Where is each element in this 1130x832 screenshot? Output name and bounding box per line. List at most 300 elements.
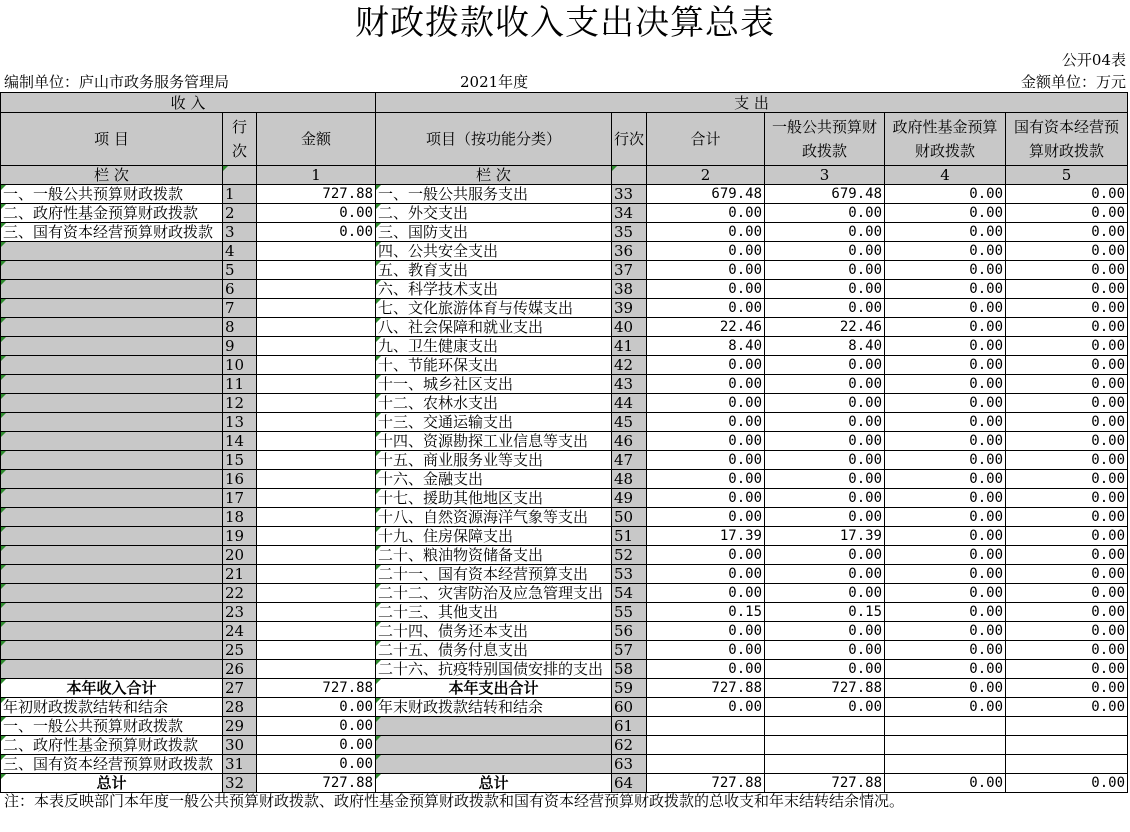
expense-row-no: 35 <box>612 223 647 242</box>
gov-fund-amount: 0.00 <box>885 451 1006 470</box>
table-row <box>1 261 1128 280</box>
state-cap-amount <box>1006 736 1128 755</box>
table-row <box>1 318 1128 337</box>
expense-item: 十五、商业服务业等支出 <box>376 451 612 470</box>
income-item: 本年收入合计 <box>1 679 223 698</box>
expense-total: 0.00 <box>647 584 765 603</box>
income-item: 一、一般公共预算财政拨款 <box>1 717 223 736</box>
expense-row-no: 59 <box>612 679 647 698</box>
expense-total: 0.00 <box>647 299 765 318</box>
gov-fund-amount <box>885 736 1006 755</box>
table-row <box>1 622 1128 641</box>
expense-item: 总计 <box>376 774 612 793</box>
income-amount <box>257 565 376 584</box>
income-amount <box>257 660 376 679</box>
income-row-no: 8 <box>223 318 257 337</box>
gov-fund-amount: 0.00 <box>885 470 1006 489</box>
income-row-no: 29 <box>223 717 257 736</box>
expense-item <box>376 717 612 736</box>
gov-fund-amount: 0.00 <box>885 337 1006 356</box>
gov-fund-amount: 0.00 <box>885 679 1006 698</box>
income-amount <box>257 280 376 299</box>
gov-fund-amount: 0.00 <box>885 584 1006 603</box>
money-unit-label: 金额单位：万元 <box>1020 73 1126 91</box>
gen-budget-amount: 22.46 <box>765 318 885 337</box>
expense-row-no: 38 <box>612 280 647 299</box>
empty-cell <box>223 166 257 185</box>
income-row-no: 26 <box>223 660 257 679</box>
gen-budget-amount: 679.48 <box>765 185 885 204</box>
state-cap-amount: 0.00 <box>1006 527 1128 546</box>
gov-fund-amount: 0.00 <box>885 375 1006 394</box>
gen-budget-amount: 0.00 <box>765 470 885 489</box>
col-num-5: 5 <box>1006 166 1128 185</box>
expense-item: 十四、资源勘探工业信息等支出 <box>376 432 612 451</box>
income-row-no: 2 <box>223 204 257 223</box>
income-row-no: 19 <box>223 527 257 546</box>
gen-budget-amount: 0.00 <box>765 546 885 565</box>
expense-total: 0.00 <box>647 223 765 242</box>
state-cap-amount: 0.00 <box>1006 318 1128 337</box>
expense-total: 0.00 <box>647 356 765 375</box>
expense-item: 四、公共安全支出 <box>376 242 612 261</box>
state-cap-amount: 0.00 <box>1006 774 1128 793</box>
expense-header: 支 出 <box>376 93 1128 113</box>
expense-item: 一、一般公共服务支出 <box>376 185 612 204</box>
gen-budget-amount: 0.00 <box>765 299 885 318</box>
income-amount: 727.88 <box>257 185 376 204</box>
table-row <box>1 736 1128 755</box>
expense-item: 十二、农林水支出 <box>376 394 612 413</box>
income-amount <box>257 508 376 527</box>
expense-total: 0.00 <box>647 546 765 565</box>
state-cap-amount: 0.00 <box>1006 432 1128 451</box>
state-cap-amount: 0.00 <box>1006 698 1128 717</box>
col-label-right: 栏 次 <box>376 166 612 185</box>
expense-total <box>647 717 765 736</box>
income-amount: 0.00 <box>257 223 376 242</box>
income-row-no: 31 <box>223 755 257 774</box>
gen-budget-amount: 0.00 <box>765 261 885 280</box>
expense-row-no: 41 <box>612 337 647 356</box>
income-item <box>1 375 223 394</box>
state-cap-amount: 0.00 <box>1006 394 1128 413</box>
income-item <box>1 641 223 660</box>
state-cap-amount: 0.00 <box>1006 660 1128 679</box>
table-row <box>1 470 1128 489</box>
expense-row-no: 36 <box>612 242 647 261</box>
income-row-no: 14 <box>223 432 257 451</box>
expense-row-no: 58 <box>612 660 647 679</box>
expense-row-no: 52 <box>612 546 647 565</box>
expense-row-no: 53 <box>612 565 647 584</box>
gen-budget-amount: 0.15 <box>765 603 885 622</box>
state-cap-amount: 0.00 <box>1006 679 1128 698</box>
gen-budget-amount: 0.00 <box>765 356 885 375</box>
gov-fund-amount: 0.00 <box>885 622 1006 641</box>
table-row <box>1 489 1128 508</box>
income-row-no: 12 <box>223 394 257 413</box>
income-item: 三、国有资本经营预算财政拨款 <box>1 223 223 242</box>
income-item: 一、一般公共预算财政拨款 <box>1 185 223 204</box>
expense-row-no: 39 <box>612 299 647 318</box>
gen-budget-amount <box>765 736 885 755</box>
income-row-no: 18 <box>223 508 257 527</box>
table-row <box>1 451 1128 470</box>
gen-budget-amount: 0.00 <box>765 451 885 470</box>
gov-fund-amount: 0.00 <box>885 641 1006 660</box>
expense-item: 二十一、国有资本经营预算支出 <box>376 565 612 584</box>
income-row-no: 24 <box>223 622 257 641</box>
income-row-no: 15 <box>223 451 257 470</box>
table-row <box>1 375 1128 394</box>
expense-total: 727.88 <box>647 774 765 793</box>
expense-total: 0.00 <box>647 280 765 299</box>
expense-total: 17.39 <box>647 527 765 546</box>
income-item: 三、国有资本经营预算财政拨款 <box>1 755 223 774</box>
expense-row-no: 42 <box>612 356 647 375</box>
gen-budget-amount: 0.00 <box>765 584 885 603</box>
expense-total: 0.00 <box>647 375 765 394</box>
expense-item: 五、教育支出 <box>376 261 612 280</box>
expense-item: 十九、住房保障支出 <box>376 527 612 546</box>
income-amount <box>257 641 376 660</box>
income-amount <box>257 318 376 337</box>
income-amount <box>257 451 376 470</box>
form-code: 公开04表 <box>1061 51 1126 69</box>
income-header: 收 入 <box>1 93 376 113</box>
col-total: 合计 <box>647 113 765 166</box>
expense-item: 二十六、抗疫特别国债安排的支出 <box>376 660 612 679</box>
col-amount: 金额 <box>257 113 376 166</box>
expense-item: 年末财政拨款结转和结余 <box>376 698 612 717</box>
expense-row-no: 56 <box>612 622 647 641</box>
expense-total: 0.00 <box>647 394 765 413</box>
expense-row-no: 63 <box>612 755 647 774</box>
gen-budget-amount: 8.40 <box>765 337 885 356</box>
state-cap-amount: 0.00 <box>1006 337 1128 356</box>
gen-budget-amount: 0.00 <box>765 242 885 261</box>
gov-fund-amount <box>885 717 1006 736</box>
state-cap-amount: 0.00 <box>1006 413 1128 432</box>
state-cap-amount: 0.00 <box>1006 451 1128 470</box>
gen-budget-amount: 17.39 <box>765 527 885 546</box>
expense-item: 十八、自然资源海洋气象等支出 <box>376 508 612 527</box>
income-amount <box>257 413 376 432</box>
table-row <box>1 584 1128 603</box>
gov-fund-amount: 0.00 <box>885 280 1006 299</box>
income-amount <box>257 470 376 489</box>
expense-total: 0.00 <box>647 489 765 508</box>
expense-row-no: 37 <box>612 261 647 280</box>
income-amount <box>257 527 376 546</box>
state-cap-amount: 0.00 <box>1006 584 1128 603</box>
income-item <box>1 565 223 584</box>
col-label-left: 栏 次 <box>1 166 223 185</box>
expense-item: 三、国防支出 <box>376 223 612 242</box>
income-row-no: 6 <box>223 280 257 299</box>
expense-item: 八、社会保障和就业支出 <box>376 318 612 337</box>
expense-row-no: 61 <box>612 717 647 736</box>
expense-item <box>376 755 612 774</box>
income-amount <box>257 603 376 622</box>
budget-table <box>0 92 1128 793</box>
state-cap-amount: 0.00 <box>1006 622 1128 641</box>
state-cap-amount: 0.00 <box>1006 546 1128 565</box>
income-amount <box>257 242 376 261</box>
state-cap-amount: 0.00 <box>1006 375 1128 394</box>
gov-fund-amount: 0.00 <box>885 698 1006 717</box>
income-row-no: 22 <box>223 584 257 603</box>
expense-item: 二、外交支出 <box>376 204 612 223</box>
table-row <box>1 356 1128 375</box>
gov-fund-amount: 0.00 <box>885 261 1006 280</box>
gov-fund-amount: 0.00 <box>885 223 1006 242</box>
income-item: 年初财政拨款结转和结余 <box>1 698 223 717</box>
income-row-no: 25 <box>223 641 257 660</box>
income-row-no: 3 <box>223 223 257 242</box>
expense-row-no: 47 <box>612 451 647 470</box>
gov-fund-amount: 0.00 <box>885 242 1006 261</box>
gen-budget-amount: 0.00 <box>765 622 885 641</box>
gen-budget-amount <box>765 717 885 736</box>
income-row-no: 13 <box>223 413 257 432</box>
expense-row-no: 44 <box>612 394 647 413</box>
state-cap-amount: 0.00 <box>1006 185 1128 204</box>
col-num-1: 1 <box>257 166 376 185</box>
year-label: 2021年度 <box>460 73 529 91</box>
gen-budget-amount: 727.88 <box>765 774 885 793</box>
income-row-no: 4 <box>223 242 257 261</box>
table-row <box>1 508 1128 527</box>
income-amount <box>257 584 376 603</box>
gov-fund-amount: 0.00 <box>885 565 1006 584</box>
gen-budget-amount: 0.00 <box>765 223 885 242</box>
gen-budget-amount: 0.00 <box>765 489 885 508</box>
expense-total: 0.00 <box>647 470 765 489</box>
state-cap-amount: 0.00 <box>1006 280 1128 299</box>
table-row <box>1 299 1128 318</box>
income-row-no: 7 <box>223 299 257 318</box>
expense-item: 九、卫生健康支出 <box>376 337 612 356</box>
income-row-no: 32 <box>223 774 257 793</box>
state-cap-amount: 0.00 <box>1006 223 1128 242</box>
col-row-no-2: 行次 <box>612 113 647 166</box>
expense-item: 二十、粮油物资储备支出 <box>376 546 612 565</box>
income-row-no: 1 <box>223 185 257 204</box>
income-item <box>1 527 223 546</box>
state-cap-amount: 0.00 <box>1006 508 1128 527</box>
expense-item: 二十二、灾害防治及应急管理支出 <box>376 584 612 603</box>
gov-fund-amount: 0.00 <box>885 356 1006 375</box>
col-num-2: 2 <box>647 166 765 185</box>
income-amount <box>257 394 376 413</box>
income-amount: 0.00 <box>257 736 376 755</box>
expense-item: 本年支出合计 <box>376 679 612 698</box>
gen-budget-amount: 0.00 <box>765 394 885 413</box>
income-item <box>1 394 223 413</box>
state-cap-amount: 0.00 <box>1006 204 1128 223</box>
income-amount <box>257 546 376 565</box>
income-amount: 727.88 <box>257 679 376 698</box>
expense-total: 8.40 <box>647 337 765 356</box>
income-amount: 727.88 <box>257 774 376 793</box>
expense-total: 0.00 <box>647 451 765 470</box>
income-row-no: 10 <box>223 356 257 375</box>
empty-cell <box>612 166 647 185</box>
income-item <box>1 546 223 565</box>
table-row <box>1 413 1128 432</box>
gen-budget-amount: 0.00 <box>765 413 885 432</box>
income-row-no: 5 <box>223 261 257 280</box>
income-row-no: 21 <box>223 565 257 584</box>
expense-item: 十、节能环保支出 <box>376 356 612 375</box>
income-item: 二、政府性基金预算财政拨款 <box>1 204 223 223</box>
expense-row-no: 62 <box>612 736 647 755</box>
table-row <box>1 641 1128 660</box>
income-amount: 0.00 <box>257 698 376 717</box>
expense-row-no: 40 <box>612 318 647 337</box>
col-gen-budget: 一般公共预算财政拨款 <box>765 113 885 166</box>
gov-fund-amount: 0.00 <box>885 527 1006 546</box>
col-row-no: 行次 <box>223 113 257 166</box>
gen-budget-amount: 727.88 <box>765 679 885 698</box>
footnote: 注：本表反映部门本年度一般公共预算财政拨款、政府性基金预算财政拨款和国有资本经营预算财政拨款的总收支和年末结转结余情况。 <box>4 792 905 810</box>
expense-row-no: 33 <box>612 185 647 204</box>
expense-row-no: 54 <box>612 584 647 603</box>
expense-row-no: 43 <box>612 375 647 394</box>
table-row <box>1 679 1128 698</box>
expense-total: 0.00 <box>647 565 765 584</box>
income-row-no: 23 <box>223 603 257 622</box>
expense-item: 七、文化旅游体育与传媒支出 <box>376 299 612 318</box>
table-row <box>1 755 1128 774</box>
income-amount: 0.00 <box>257 204 376 223</box>
table-row <box>1 223 1128 242</box>
income-amount <box>257 299 376 318</box>
gov-fund-amount: 0.00 <box>885 508 1006 527</box>
gov-fund-amount: 0.00 <box>885 546 1006 565</box>
gov-fund-amount: 0.00 <box>885 204 1006 223</box>
gov-fund-amount: 0.00 <box>885 774 1006 793</box>
table-row <box>1 204 1128 223</box>
expense-total: 727.88 <box>647 679 765 698</box>
gov-fund-amount: 0.00 <box>885 185 1006 204</box>
expense-item: 十三、交通运输支出 <box>376 413 612 432</box>
income-row-no: 11 <box>223 375 257 394</box>
table-row <box>1 527 1128 546</box>
state-cap-amount: 0.00 <box>1006 470 1128 489</box>
income-item <box>1 451 223 470</box>
gov-fund-amount: 0.00 <box>885 432 1006 451</box>
income-item <box>1 280 223 299</box>
income-amount <box>257 432 376 451</box>
unit-label: 编制单位：庐山市政务服务管理局 <box>4 73 230 91</box>
table-row <box>1 185 1128 204</box>
table-row <box>1 432 1128 451</box>
gov-fund-amount: 0.00 <box>885 318 1006 337</box>
income-item <box>1 299 223 318</box>
expense-item <box>376 736 612 755</box>
income-item <box>1 356 223 375</box>
gen-budget-amount: 0.00 <box>765 204 885 223</box>
state-cap-amount: 0.00 <box>1006 603 1128 622</box>
income-item <box>1 242 223 261</box>
expense-row-no: 50 <box>612 508 647 527</box>
expense-total <box>647 755 765 774</box>
income-item <box>1 413 223 432</box>
state-cap-amount: 0.00 <box>1006 299 1128 318</box>
income-item <box>1 489 223 508</box>
table-row <box>1 337 1128 356</box>
col-num-4: 4 <box>885 166 1006 185</box>
income-row-no: 27 <box>223 679 257 698</box>
income-amount <box>257 375 376 394</box>
expense-total: 0.00 <box>647 698 765 717</box>
expense-item: 六、科学技术支出 <box>376 280 612 299</box>
income-item <box>1 660 223 679</box>
expense-total: 679.48 <box>647 185 765 204</box>
income-row-no: 16 <box>223 470 257 489</box>
col-func-item: 项目（按功能分类） <box>376 113 612 166</box>
gov-fund-amount <box>885 755 1006 774</box>
state-cap-amount <box>1006 755 1128 774</box>
expense-total: 0.00 <box>647 660 765 679</box>
state-cap-amount: 0.00 <box>1006 641 1128 660</box>
income-item <box>1 470 223 489</box>
expense-row-no: 64 <box>612 774 647 793</box>
gov-fund-amount: 0.00 <box>885 394 1006 413</box>
state-cap-amount: 0.00 <box>1006 242 1128 261</box>
expense-row-no: 55 <box>612 603 647 622</box>
expense-row-no: 49 <box>612 489 647 508</box>
table-row <box>1 698 1128 717</box>
col-num-3: 3 <box>765 166 885 185</box>
gov-fund-amount: 0.00 <box>885 489 1006 508</box>
income-item <box>1 584 223 603</box>
income-item: 二、政府性基金预算财政拨款 <box>1 736 223 755</box>
expense-row-no: 48 <box>612 470 647 489</box>
gen-budget-amount <box>765 755 885 774</box>
expense-item: 二十三、其他支出 <box>376 603 612 622</box>
income-row-no: 30 <box>223 736 257 755</box>
expense-item: 十一、城乡社区支出 <box>376 375 612 394</box>
gen-budget-amount: 0.00 <box>765 280 885 299</box>
gen-budget-amount: 0.00 <box>765 660 885 679</box>
state-cap-amount: 0.00 <box>1006 356 1128 375</box>
income-item <box>1 622 223 641</box>
gov-fund-amount: 0.00 <box>885 603 1006 622</box>
expense-total <box>647 736 765 755</box>
income-item <box>1 432 223 451</box>
gen-budget-amount: 0.00 <box>765 698 885 717</box>
state-cap-amount: 0.00 <box>1006 261 1128 280</box>
income-amount: 0.00 <box>257 755 376 774</box>
table-row <box>1 774 1128 793</box>
income-amount <box>257 356 376 375</box>
income-item: 总计 <box>1 774 223 793</box>
income-row-no: 9 <box>223 337 257 356</box>
expense-total: 0.00 <box>647 261 765 280</box>
gen-budget-amount: 0.00 <box>765 565 885 584</box>
table-row <box>1 603 1128 622</box>
gen-budget-amount: 0.00 <box>765 508 885 527</box>
gov-fund-amount: 0.00 <box>885 413 1006 432</box>
state-cap-amount: 0.00 <box>1006 489 1128 508</box>
table-row <box>1 565 1128 584</box>
income-item <box>1 603 223 622</box>
expense-total: 0.00 <box>647 242 765 261</box>
